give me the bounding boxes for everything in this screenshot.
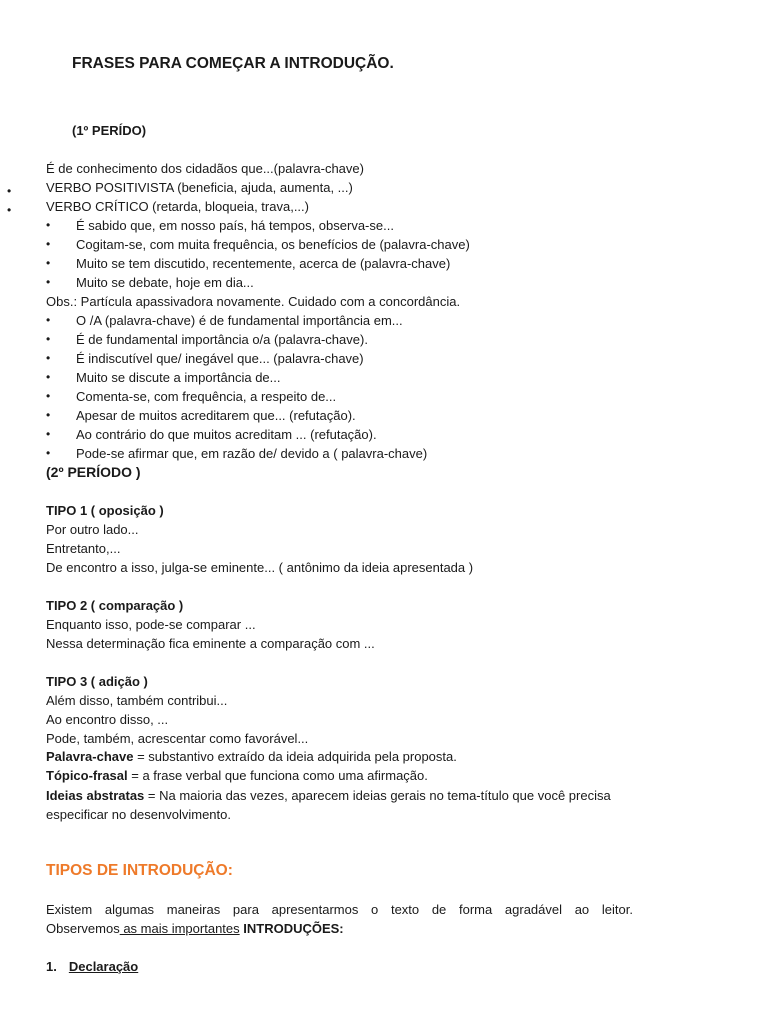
paragraph-line-2 [46, 920, 344, 937]
bold-text: INTRODUÇÕES: [239, 921, 344, 936]
justified-paragraph-line [46, 901, 633, 918]
word: de [431, 902, 447, 917]
list-item: É indiscutível que/ inegável que... (palavra-chave) [76, 351, 364, 366]
bullet-icon: • [46, 313, 51, 327]
bullet-icon: • [46, 256, 51, 270]
bullet-icon: • [46, 370, 51, 384]
list-item: Pode-se afirmar que, em razão de/ devido a ( palavra-chave) [76, 446, 428, 461]
definition-ideias-abstratas [46, 787, 611, 804]
bullet-icon: • [7, 203, 12, 217]
word: maneiras [166, 902, 221, 917]
definition-topico-frasal [46, 767, 428, 784]
list-item: É de fundamental importância o/a (palavra-chave). [76, 332, 368, 347]
intro-item-1 [46, 958, 138, 975]
text-line: especificar no desenvolvimento. [46, 807, 231, 822]
list-item: Apesar de muitos acreditarem que... (refutação). [76, 408, 356, 423]
text-line: Por outro lado... [46, 522, 139, 537]
list-item: Muito se debate, hoje em dia... [76, 275, 254, 290]
list-item: Cogitam-se, com muita frequência, os benefícios de (palavra-chave) [76, 237, 470, 252]
list-item: O /A (palavra-chave) é de fundamental importância em... [76, 313, 403, 328]
text-line: É de conhecimento dos cidadãos que...(palavra-chave) [46, 161, 364, 176]
word: o [371, 902, 379, 917]
bullet-icon: • [46, 332, 51, 346]
text-line: Ao encontro disso, ... [46, 712, 169, 727]
text-line: VERBO CRÍTICO (retarda, bloqueia, trava,...) [46, 199, 309, 214]
text-line: De encontro a isso, julga-se eminente... ( antônimo da ideia apresentada ) [46, 560, 474, 575]
word: para [232, 902, 259, 917]
item-label: Declaração [68, 959, 139, 974]
list-item: Comenta-se, com frequência, a respeito de... [76, 389, 337, 404]
bullet-icon: • [46, 389, 51, 403]
list-item: Ao contrário do que muitos acreditam ... (refutação). [76, 427, 377, 442]
list-item: Muito se discute a importância de... [76, 370, 281, 385]
text-line: Enquanto isso, pode-se comparar ... [46, 617, 256, 632]
list-item: É sabido que, em nosso país, há tempos, observa-se... [76, 218, 394, 233]
tipo-2-title: TIPO 2 ( comparação ) [46, 598, 184, 613]
text-line: Além disso, também contribui... [46, 693, 228, 708]
period-1-heading: (1º PERÍDO) [72, 123, 147, 138]
definition-term: Palavra-chave [46, 749, 134, 764]
page-title: FRASES PARA COMEÇAR A INTRODUÇÃO. [72, 55, 394, 72]
bullet-icon: • [46, 446, 51, 460]
tipo-3-title: TIPO 3 ( adição ) [46, 674, 148, 689]
definition-term: Tópico-frasal [46, 768, 128, 783]
definition-term: Ideias abstratas [46, 788, 145, 803]
tipo-1-title: TIPO 1 ( oposição ) [46, 503, 164, 518]
text-line: Nessa determinação fica eminente a comparação com ... [46, 636, 375, 651]
list-item: Muito se tem discutido, recentemente, acerca de (palavra-chave) [76, 256, 451, 271]
word: apresentarmos [271, 902, 359, 917]
bullet-icon: • [46, 351, 51, 365]
definition-text: = Na maioria das vezes, aparecem ideias gerais no tema-título que você precisa [144, 788, 611, 803]
bullet-icon: • [46, 408, 51, 422]
item-number: 1. [46, 959, 57, 974]
text-line: VERBO POSITIVISTA (beneficia, ajuda, aumenta, ...) [46, 180, 353, 195]
bullet-icon: • [46, 275, 51, 289]
text-line: Pode, também, acrescentar como favorável... [46, 731, 309, 746]
word: forma [458, 902, 493, 917]
tipos-heading: TIPOS DE INTRODUÇÃO: [46, 862, 233, 879]
underlined-text: as mais importantes [119, 921, 240, 936]
text: Observemos [46, 921, 120, 936]
word: texto [390, 902, 420, 917]
period-2-heading: (2º PERÍODO ) [46, 464, 141, 480]
obs-note: Obs.: Partícula apassivadora novamente. Cuidado com a concordância. [46, 294, 461, 309]
bullet-icon: • [46, 218, 51, 232]
bullet-icon: • [46, 427, 51, 441]
word: leitor. [601, 902, 633, 917]
definition-text: = a frase verbal que funciona como uma afirmação. [127, 768, 428, 783]
word: agradável [504, 902, 563, 917]
definition-palavra-chave [46, 748, 457, 765]
word: algumas [104, 902, 155, 917]
bullet-icon: • [7, 184, 12, 198]
word: Existem [46, 902, 93, 917]
definition-text: = substantivo extraído da ideia adquirida pela proposta. [133, 749, 457, 764]
bullet-icon: • [46, 237, 51, 251]
text-line: Entretanto,... [46, 541, 121, 556]
word: ao [574, 902, 590, 917]
